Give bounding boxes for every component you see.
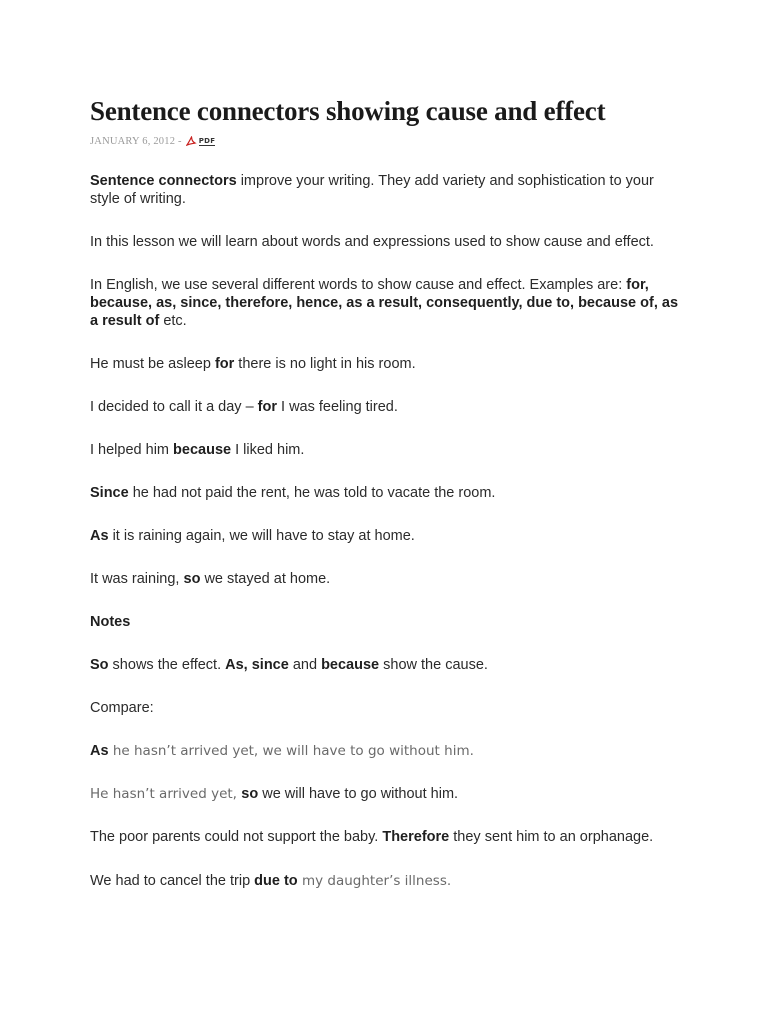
notes-heading [90,613,685,631]
example-sentence [90,872,685,890]
example-sentence [90,355,685,373]
compare-label [90,699,685,717]
example-sentence [90,484,685,502]
article-meta [90,134,690,148]
bold-term: due to [254,873,298,889]
sentence-text: we stayed at home. [200,571,331,587]
bold-term: As, since [225,657,289,673]
post-date: JANUARY 6, 2012 - [90,135,182,147]
paragraph-text: etc. [159,313,187,329]
sentence-text: shows the effect. [108,657,226,673]
sentence-text: and [288,657,322,673]
pdf-icon [186,136,197,146]
sentence-text: He hasn’t arrived yet, [90,786,242,802]
example-sentence [90,570,685,588]
example-sentence [90,785,685,803]
bold-term: so [183,571,201,587]
pdf-label: PDF [198,136,216,145]
sentence-text: I helped him [90,442,174,458]
bold-term: for [214,356,235,372]
notes-paragraph [90,656,685,674]
sentence-text: it is raining again, we will have to stay at home. [108,528,415,544]
bold-term: because [321,657,380,673]
example-sentence [90,742,685,760]
sentence-text: It was raining, [90,571,184,587]
sentence-text: We had to cancel the trip [90,873,255,889]
article-title: Sentence connectors showing cause and effect [90,96,606,126]
paragraph-intro [90,172,685,208]
sentence-text: I liked him. [231,442,305,458]
sentence-text: I decided to call it a day – [90,399,258,415]
sentence-text: they sent him to an orphanage. [449,829,654,845]
paragraph-examples [90,276,685,330]
paragraph-text: In English, we use several different words to show cause and effect. Examples are: [90,277,627,293]
bold-term: for, because, as, since, therefore, hence, as a result, consequently, due to, because of, as a result of [90,277,679,329]
sentence-text: He must be asleep [90,356,215,372]
bold-term: So [90,657,109,673]
bold-term: As [90,528,109,544]
pdf-download-link[interactable] [186,136,216,146]
paragraph-text: improve your writing. They add variety and sophistication to your style of writing. [90,173,654,207]
sentence-text: I was feeling tired. [277,399,398,415]
example-sentence [90,441,685,459]
example-sentence [90,527,685,545]
article-header [90,94,690,148]
bold-term: for [257,399,277,415]
paragraph-text: In this lesson we will learn about words and expressions used to show cause and effect. [90,234,654,250]
bold-term: Sentence connectors [90,173,237,189]
paragraph-lesson [90,233,685,251]
sentence-text: my daughter’s illness. [297,873,452,889]
bold-term: Notes [90,614,131,630]
sentence-text: he had not paid the rent, he was told to vacate the room. [128,485,496,501]
example-sentence [90,398,685,416]
sentence-text: there is no light in his room. [234,356,416,372]
sentence-text: show the cause. [379,657,488,673]
bold-term: Since [90,485,129,501]
bold-term: because [173,442,232,458]
sentence-text: The poor parents could not support the baby. [90,829,383,845]
example-sentence [90,828,685,846]
sentence-text: we will have to go without him. [258,786,459,802]
bold-term: Therefore [382,829,450,845]
bold-term: so [241,786,259,802]
sentence-text: he hasn’t arrived yet, we will have to go without him. [108,743,474,759]
sentence-text: Compare: [90,700,154,716]
bold-term: As [90,743,109,759]
